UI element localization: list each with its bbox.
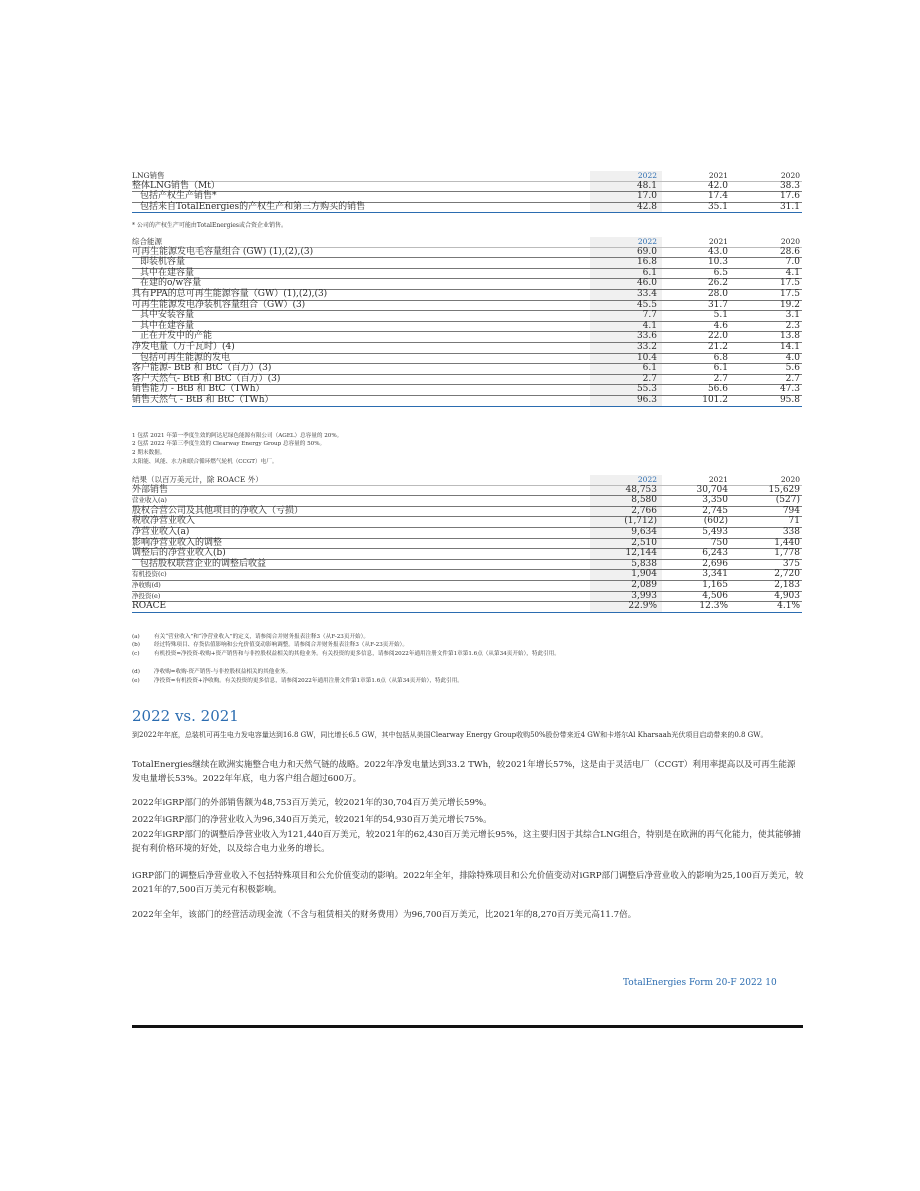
cell-2020: 2,183 <box>774 579 800 590</box>
cell-2021: 26.2 <box>707 278 728 289</box>
paragraph: iGRP部门的调整后净营业收入不包括特殊项目和公允价值变动的影响。2022年全年，排除特殊项目和公允价值变动对iGRP部门调整后净营业收入的影响为25,100百万美元，较2021年的7,500百万美元有积极影响。 <box>132 871 804 895</box>
cell-2021: 6.1 <box>713 363 728 374</box>
row-label: 具有PPA的总可再生能源容量（GW）(1),(2),(3) <box>132 288 328 299</box>
row-label: 包括来自TotalEnergies的产权生产和第三方购买的销售 <box>140 201 366 212</box>
cell-2021: 12.3% <box>699 601 728 612</box>
cell-2020: 4.1% <box>777 601 800 612</box>
cell-2022: 33.4 <box>636 288 657 299</box>
footnote-text: 有关“营业收入”和“净营业收入”的定义，请参阅合并财务报表注释3（从F-23页开始）。 <box>154 634 370 640</box>
cell-2022: 12,144 <box>625 548 657 559</box>
footnote-key: (a) <box>132 634 140 640</box>
row-label: ROACE <box>132 601 167 612</box>
cell-2020: (527) <box>775 495 800 506</box>
results-footnote <box>132 678 463 685</box>
cell-2022: 48,753 <box>625 484 657 495</box>
table-row <box>132 396 802 407</box>
cell-2022: 7.7 <box>642 310 657 321</box>
cell-2020: 19.2 <box>779 299 800 310</box>
row-label: 税收净营业收入 <box>132 516 196 527</box>
year-2021: 2021 <box>708 171 728 180</box>
footnote-key: (c) <box>132 651 140 657</box>
cell-2021: 2.7 <box>713 373 728 384</box>
cell-2020: 17.5 <box>779 288 800 299</box>
row-label: 净投资(e) <box>132 591 161 600</box>
cell-2022: 5,838 <box>631 558 657 569</box>
cell-2021: 31.7 <box>707 299 728 310</box>
cell-2020: 13.8 <box>779 331 800 342</box>
cell-2022: 45.5 <box>636 299 657 310</box>
cell-2021: 43.0 <box>707 246 728 257</box>
row-label: 净营业收入(a) <box>132 526 190 537</box>
row-label: 可再生能源发电毛容量组合 (GW) (1),(2),(3) <box>132 246 314 257</box>
cell-2020: 4.0 <box>785 352 800 363</box>
cell-2020: 4.1 <box>785 267 800 278</box>
paragraph: 2022年iGRP部门的外部销售额为48,753百万美元，较2021年的30,704百万美元增长59%。 <box>132 798 492 808</box>
footnote-text: 净投资=有机投资+净收购。有关投资的更多信息，请参阅2022年通用注册文件第1章第1.6点（从第34页开始），特此引用。 <box>154 678 463 684</box>
year-2021: 2021 <box>708 475 728 484</box>
table-title: 结果（以百万美元计，除 ROACE 外） <box>132 475 263 484</box>
cell-2022: 17.0 <box>636 191 657 202</box>
results-footnote <box>132 669 291 676</box>
row-label: 可再生能源发电净装机容量组合（GW）(3) <box>132 299 306 310</box>
cell-2020: 3.1 <box>785 310 800 321</box>
cell-2020: 31.1 <box>779 201 800 212</box>
cell-2021: 4,506 <box>702 590 728 601</box>
cell-2021: 2,696 <box>702 558 728 569</box>
year-2021: 2021 <box>708 237 728 246</box>
row-label: 有机投资(c) <box>132 570 167 579</box>
cell-2020: 1,440 <box>774 537 800 548</box>
section-title: 2022 vs. 2021 <box>132 707 239 725</box>
cell-2020: 38.3 <box>779 180 800 191</box>
row-label: 净发电量（万千瓦时）(4) <box>132 341 235 352</box>
cell-2022: 8,580 <box>631 495 657 506</box>
cell-2022: 96.3 <box>636 394 657 405</box>
footnote-key: (d) <box>132 669 140 675</box>
cell-2020: 17.5 <box>779 278 800 289</box>
cell-2020: 2.3 <box>785 320 800 331</box>
cell-2021: 30,704 <box>696 484 728 495</box>
results-footnote <box>132 651 560 658</box>
row-label: 影响净营业收入的调整 <box>132 537 223 548</box>
year-2022: 2022 <box>637 475 657 484</box>
power-footnote: 1 包括 2021 年第一季度生效的阿达尼绿色能源有限公司（AGEL）总容量的 20%。 <box>132 433 343 439</box>
row-label: 即装机容量 <box>140 257 186 268</box>
cell-2021: 6.8 <box>713 352 728 363</box>
cell-2022: 2,089 <box>631 579 657 590</box>
row-label: 销售能力 - BtB 和 BtC（TWh） <box>132 384 265 395</box>
paragraph: 2022年iGRP部门的净营业收入为96,340百万美元，较2021年的54,930百万美元增长75%。 <box>132 815 492 825</box>
integrated-power-table <box>132 237 802 407</box>
cell-2020: 1,778 <box>774 548 800 559</box>
table-row <box>132 203 802 214</box>
bottom-rule <box>132 1025 803 1028</box>
year-2022: 2022 <box>637 237 657 246</box>
cell-2020: 2,720 <box>774 569 800 580</box>
cell-2022: 3,993 <box>631 590 657 601</box>
year-2020: 2020 <box>780 171 800 180</box>
cell-2022: 4.1 <box>642 320 657 331</box>
paragraph: 2022年iGRP部门的调整后净营业收入为121,440百万美元，较2021年的62,430百万美元增长95%，这主要归因于其综合LNG组合，特别是在欧洲的再气化能力，使其能够捕捉有利价格环境的好处，以及综合电力业务的增长。 <box>132 830 801 854</box>
row-label: 包括股权联营企业的调整后收益 <box>140 558 267 569</box>
year-2022: 2022 <box>637 171 657 180</box>
row-label: 其中安装容量 <box>140 310 195 321</box>
lng-footnote: * 公司的产权生产可能由TotalEnergies或合资企业销售。 <box>132 222 288 229</box>
cell-2022: 10.4 <box>636 352 657 363</box>
cell-2022: 22.9% <box>628 601 657 612</box>
footnote-text: 经过特殊项目、存货估值影响和公允价值变动影响调整。请参阅合并财务报表注释3（从F-23页开始）。 <box>154 642 408 648</box>
cell-2020: 2.7 <box>785 373 800 384</box>
cell-2022: 46.0 <box>636 278 657 289</box>
row-label: 其中在建容量 <box>140 267 195 278</box>
cell-2021: 6,243 <box>702 548 728 559</box>
cell-2022: 55.3 <box>636 384 657 395</box>
cell-2020: 95.8 <box>779 394 800 405</box>
cell-2020: 375 <box>782 558 800 569</box>
cell-2022: 69.0 <box>636 246 657 257</box>
year-2020: 2020 <box>780 237 800 246</box>
cell-2022: 2,510 <box>631 537 657 548</box>
cell-2021: 5.1 <box>713 310 728 321</box>
row-label: 正在开发中的产能 <box>140 331 213 342</box>
cell-2020: 14.1 <box>779 341 800 352</box>
lng-sales-table <box>132 171 802 213</box>
results-table <box>132 475 802 613</box>
row-label: 客户天然气- BtB 和 BtC（百万）(3) <box>132 373 281 384</box>
results-footnote <box>132 642 408 649</box>
row-label: 在建的o/w容量 <box>140 278 202 289</box>
paragraph: TotalEnergies继续在欧洲实施整合电力和天然气链的战略。2022年净发电量达到33.2 TWh，较2021年增长57%，这是由于灵活电厂（CCGT）利用率提高以及可再生能源发电量增长53%。2022年年底，电力客户组合超过600万。 <box>132 760 796 784</box>
row-label: 外部销售 <box>132 484 169 495</box>
cell-2020: 7.0 <box>785 257 800 268</box>
power-footnote: 太阳能、风能、水力和联合循环燃气轮机（CCGT）电厂。 <box>132 459 278 465</box>
row-label: 其中在建容量 <box>140 320 195 331</box>
cell-2022: 2.7 <box>642 373 657 384</box>
cell-2021: 1,165 <box>702 579 728 590</box>
results-footnote <box>132 634 369 641</box>
row-label: 营业收入(a) <box>132 496 167 505</box>
cell-2020: 71 <box>788 516 800 527</box>
row-label: 调整后的净营业收入(b) <box>132 548 226 559</box>
year-2020: 2020 <box>780 475 800 484</box>
cell-2020: 794 <box>782 505 800 516</box>
row-label: 包括产权生产销售* <box>140 191 217 202</box>
cell-2020: 4,903 <box>774 590 800 601</box>
cell-2021: 21.2 <box>707 341 728 352</box>
cell-2022: 42.8 <box>636 201 657 212</box>
cell-2021: (602) <box>703 516 728 527</box>
cell-2021: 28.0 <box>707 288 728 299</box>
cell-2022: 1,904 <box>631 569 657 580</box>
cell-2021: 10.3 <box>707 257 728 268</box>
cell-2021: 6.5 <box>713 267 728 278</box>
cell-2021: 22.0 <box>707 331 728 342</box>
cell-2020: 28.6 <box>779 246 800 257</box>
cell-2020: 5.6 <box>785 363 800 374</box>
footnote-key: (b) <box>132 642 140 648</box>
cell-2022: 33.6 <box>636 331 657 342</box>
footnote-key: (e) <box>132 678 140 684</box>
cell-2022: 6.1 <box>642 267 657 278</box>
cell-2021: 56.6 <box>707 384 728 395</box>
cell-2021: 3,350 <box>702 495 728 506</box>
table-title: LNG销售 <box>132 171 165 180</box>
paragraph: 2022年全年，该部门的经营活动现金流（不含与租赁相关的财务费用）为96,700百万美元，比2021年的8,270百万美元高11.7倍。 <box>132 910 637 920</box>
cell-2021: 2,745 <box>702 505 728 516</box>
row-label: 股权合营公司及其他项目的净收入（亏损） <box>132 505 304 516</box>
cell-2021: 3,341 <box>702 569 728 580</box>
cell-2022: (1,712) <box>624 516 657 527</box>
cell-2022: 48.1 <box>636 180 657 191</box>
cell-2021: 5,493 <box>702 526 728 537</box>
table-title: 综合能源 <box>132 237 162 246</box>
intro-paragraph: 到2022年年底，总装机可再生电力发电容量达到16.8 GW，同比增长6.5 GW，其中包括从美国Clearway Energy Group收购50%股份带来近4 GW和卡塔尔Al Kharsaah光伏项目启动带来的0.8 GW。 <box>132 731 768 739</box>
row-label: 净收购(d) <box>132 580 161 589</box>
cell-2022: 9,634 <box>631 526 657 537</box>
cell-2020: 47.3 <box>779 384 800 395</box>
cell-2021: 42.0 <box>707 180 728 191</box>
cell-2020: 17.6 <box>779 191 800 202</box>
cell-2022: 33.2 <box>636 341 657 352</box>
cell-2022: 6.1 <box>642 363 657 374</box>
footnote-text: 有机投资=净投资-收购+资产销售和与非控股权益相关的其他业务。有关投资的更多信息，请参阅2022年通用注册文件第1章第1.6点（从第34页开始），特此引用。 <box>154 651 560 657</box>
cell-2020: 338 <box>782 526 800 537</box>
row-label: 销售天然气 - BtB 和 BtC（TWh） <box>132 394 274 405</box>
power-footnote: 2 包括 2022 年第三季度生效的 Clearway Energy Group 总容量的 50%。 <box>132 441 326 447</box>
cell-2021: 4.6 <box>713 320 728 331</box>
row-label: 整体LNG销售（Mt） <box>132 180 220 191</box>
page-footer: TotalEnergies Form 20-F 2022 10 <box>623 978 777 988</box>
row-label: 客户能源- BtB 和 BtC（百万）(3) <box>132 363 272 374</box>
cell-2020: 15,629 <box>768 484 800 495</box>
row-label: 包括可再生能源的发电 <box>140 352 231 363</box>
cell-2021: 750 <box>710 537 728 548</box>
power-footnote: 2 期末数据。 <box>132 450 166 456</box>
cell-2021: 35.1 <box>707 201 728 212</box>
table-row <box>132 602 802 613</box>
footnote-text: 净收购=收购-资产销售-与非控股权益相关的其他业务。 <box>154 669 292 675</box>
cell-2021: 101.2 <box>702 394 728 405</box>
cell-2022: 2,766 <box>631 505 657 516</box>
cell-2022: 16.8 <box>636 257 657 268</box>
cell-2021: 17.4 <box>707 191 728 202</box>
